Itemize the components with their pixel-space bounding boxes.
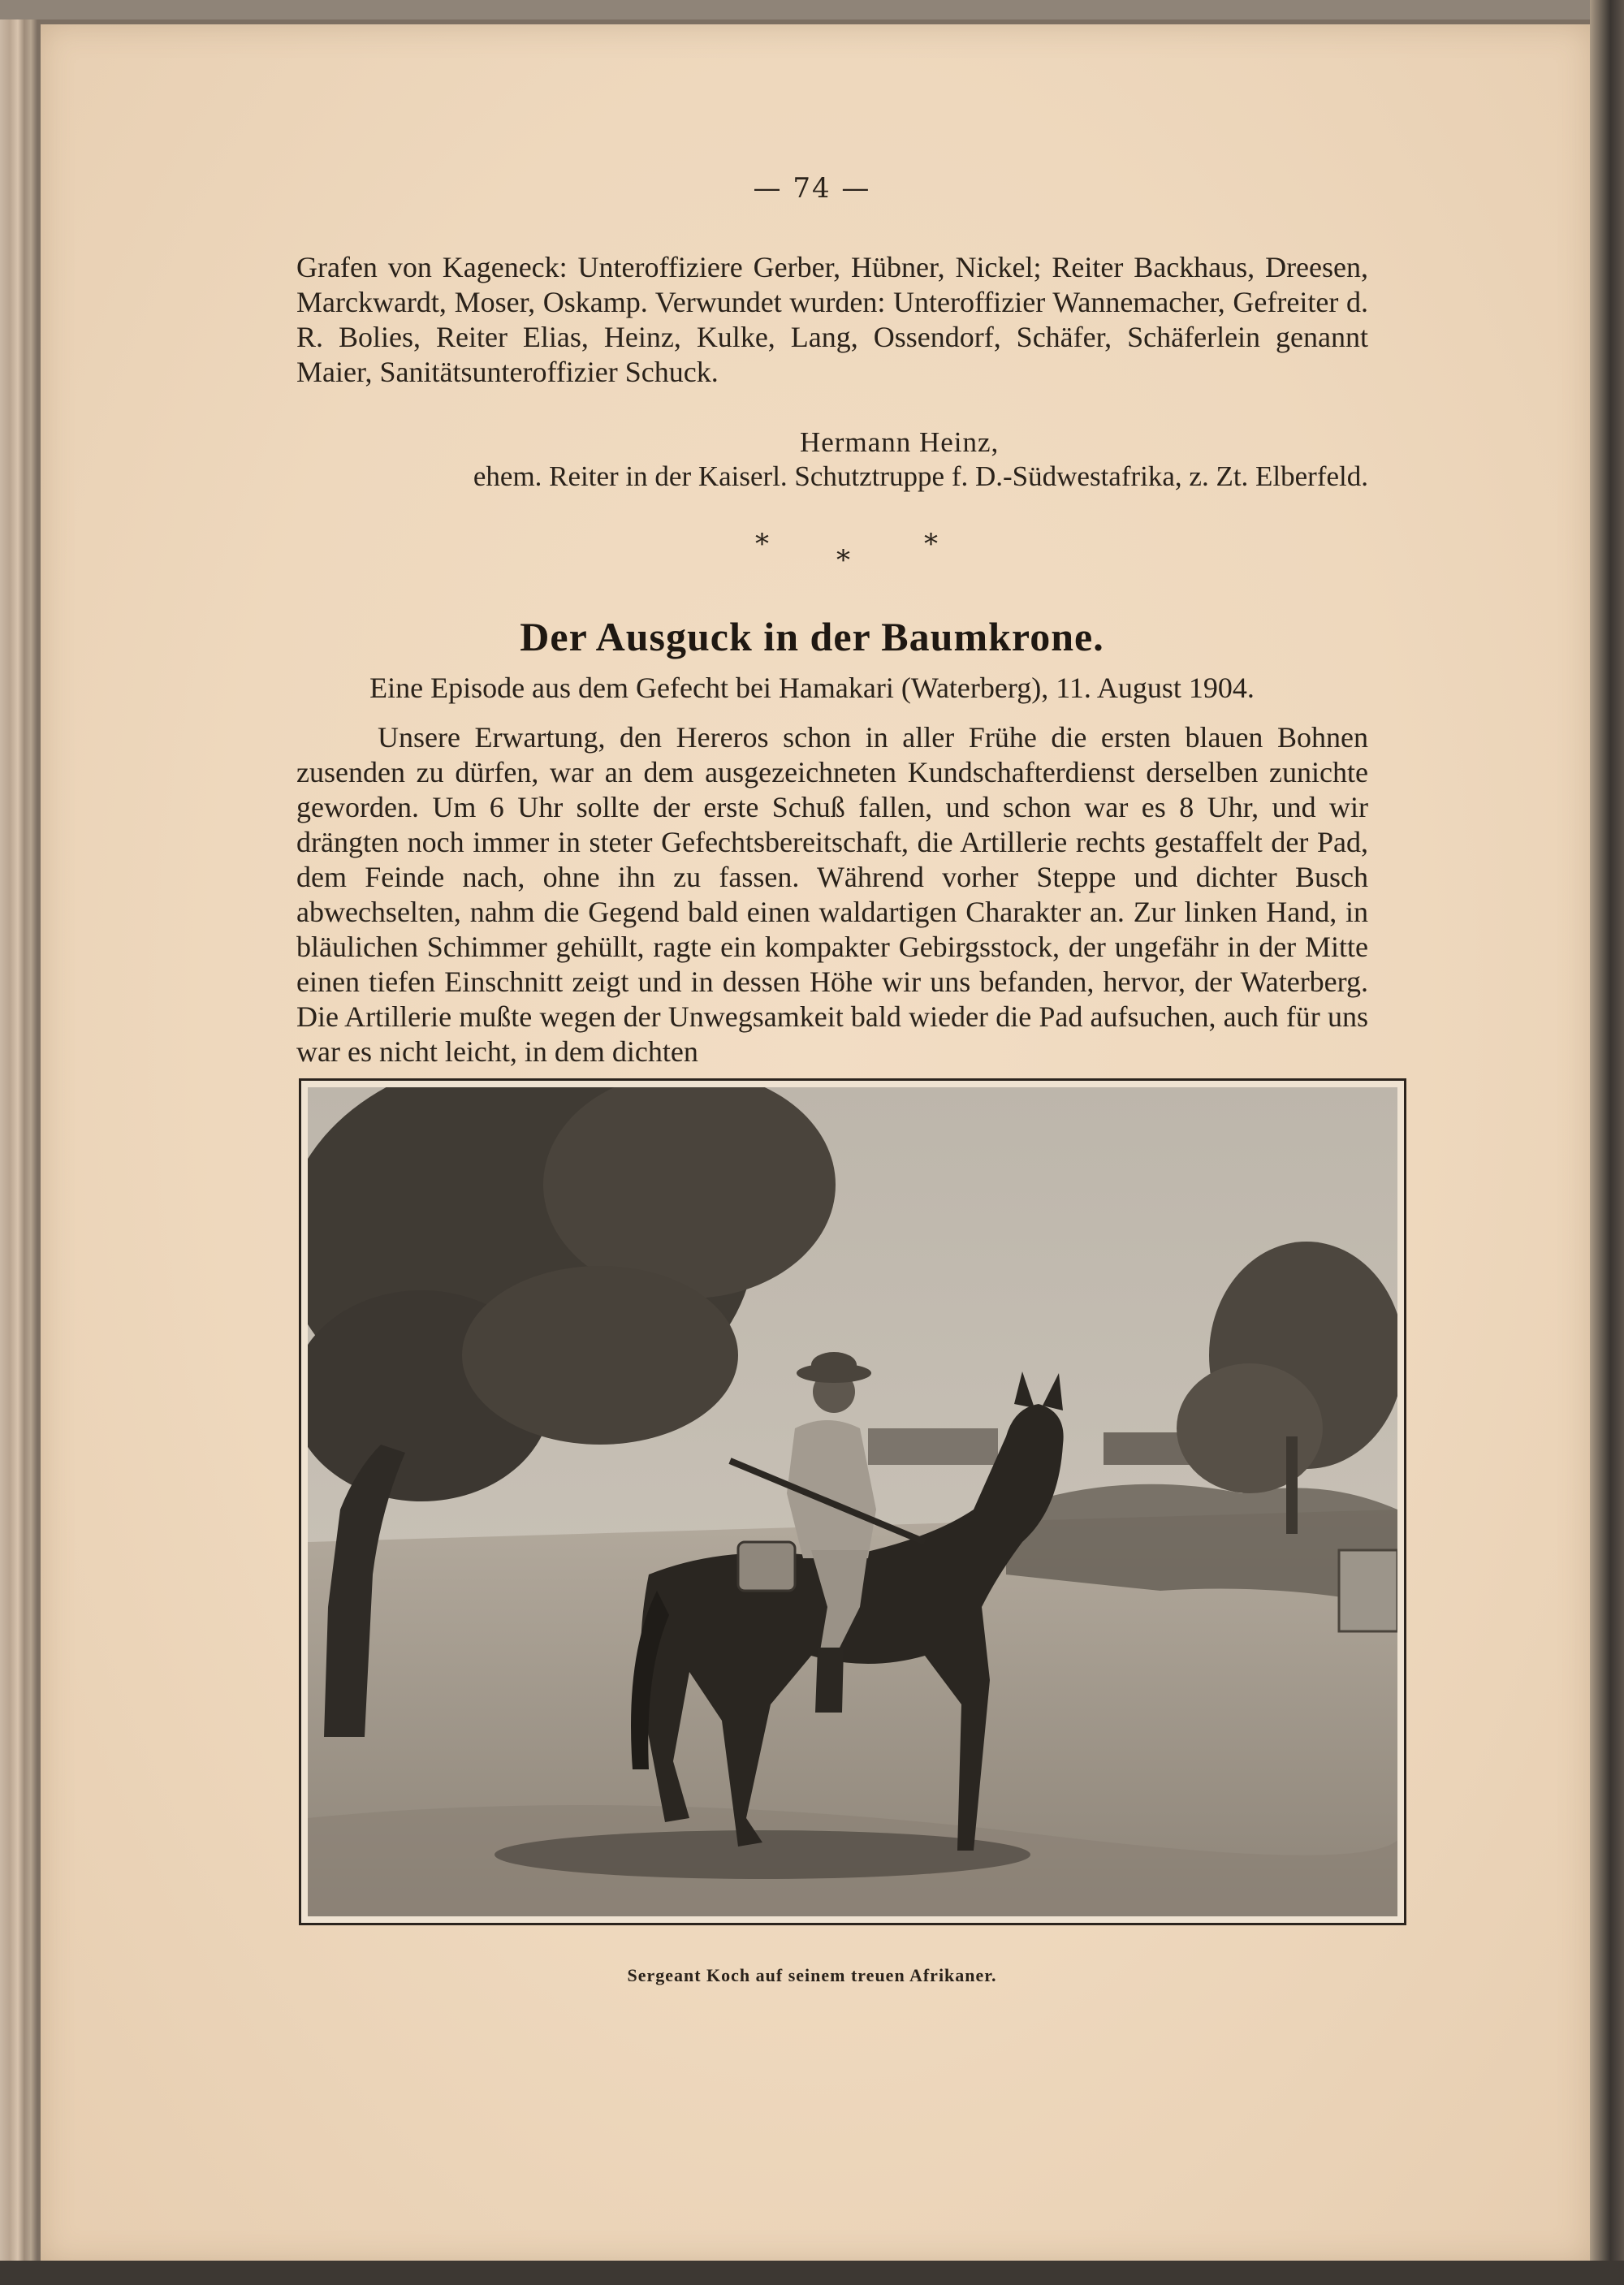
section-separator bbox=[731, 528, 942, 577]
intro-paragraph bbox=[296, 250, 1368, 390]
separator-star: * bbox=[924, 528, 938, 560]
scan-bottom-edge bbox=[0, 2261, 1624, 2285]
article-subtitle: Eine Episode aus dem Gefecht bei Hamakari (Waterberg), 11. August 1904. bbox=[369, 672, 1255, 704]
separator-star: * bbox=[755, 528, 769, 560]
figure-frame bbox=[299, 1078, 1406, 1925]
photo-horseman bbox=[308, 1087, 1397, 1916]
intro-text: Grafen von Kageneck: Unteroffiziere Gerber, Hübner, Nickel; Reiter Backhaus, Dreesen, Marckwardt, Moser, Oskamp. Verwundet wurden: Unteroffizier Wannemacher, Gefreiter d. R. Bolies, Reiter Elias, Heinz, Kulke, Lang, Ossendorf, Schäfer, Schäferlein genannt Maier, Sanitätsunteroffizier Schuck. bbox=[296, 251, 1368, 388]
scan-top-edge bbox=[0, 0, 1624, 19]
page-number: — 74 — bbox=[753, 172, 871, 205]
signature-name: Hermann Heinz, bbox=[800, 426, 1000, 458]
article-body bbox=[296, 720, 1368, 1069]
signature-role: ehem. Reiter in der Kaiserl. Schutztruppe f. D.-Südwestafrika, z. Zt. Elberfeld. bbox=[473, 460, 1368, 492]
photo-building bbox=[868, 1428, 998, 1465]
figure-caption: Sergeant Koch auf seinem treuen Afrikaner. bbox=[627, 1965, 997, 1985]
separator-star: * bbox=[836, 544, 850, 577]
photo-illustration bbox=[308, 1087, 1397, 1916]
article-body-text: Unsere Erwartung, den Hereros schon in aller Frühe die ersten blauen Bohnen zusenden zu dürfen, war an dem ausgezeichneten Kundschafterdienst derselben zunichte geworden. Um 6 Uhr sollte der erste Schuß fallen, und schon war es 8 Uhr, und wir drängten noch immer in steter Gefechtsbereitschaft, die Artillerie rechts gestaffelt der Pad, dem Feinde nach, ohne ihn zu fassen. Während vorher Steppe und dichter Busch abwechselten, nahm die Gegend bald einen waldartigen Charakter an. Zur linken Hand, in bläulichen Schimmer gehüllt, ragte ein kompakter Gebirgsstock, der ungefähr in der Mitte einen tiefen Einschnitt zeigt und in dessen Höhe wir uns befanden, hervor, der Waterberg. Die Artillerie mußte wegen der Unwegsamkeit bald wieder die Pad aufsuchen, auch für uns war es nicht leicht, in dem dichten bbox=[296, 721, 1368, 1068]
article-title: Der Ausguck in der Baumkrone. bbox=[520, 614, 1104, 659]
scan-right-edge bbox=[1590, 0, 1624, 2285]
